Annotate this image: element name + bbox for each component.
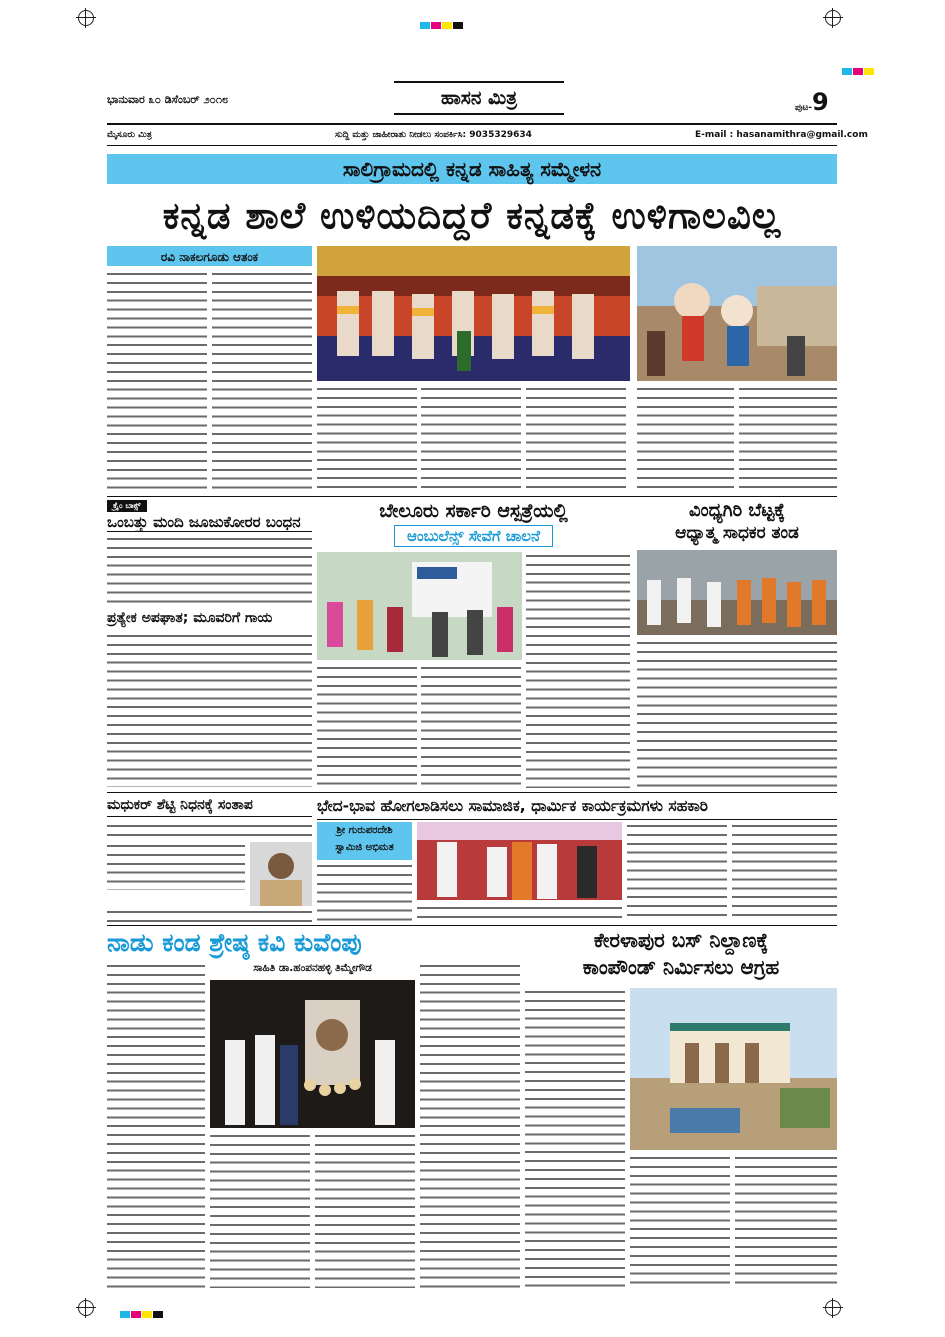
page-number-value: 9 — [811, 88, 829, 116]
page-number — [795, 88, 829, 116]
lead-body-col-2 — [212, 270, 312, 492]
lead-body-col-4 — [421, 385, 521, 492]
ambulance-body-2 — [317, 664, 417, 788]
bus-photo — [630, 988, 837, 1150]
bus-body-3 — [735, 1154, 837, 1288]
divider-1 — [107, 496, 837, 497]
programs-quote-2: ಸ್ವಾಮಿಜಿ ಅಭಿಮತ — [335, 842, 394, 853]
issue-date: ಭಾನುವಾರ ೩೦ ಡಿಸೆಂಬರ್ ೨೦೧೮ — [107, 93, 229, 106]
email: E-mail : hasanamithra@gmail.com — [695, 130, 868, 140]
condolence-body-2 — [107, 842, 245, 890]
condolence-body-1 — [107, 822, 312, 840]
contact-line: ಸುದ್ದಿ ಮತ್ತು ಜಾಹೀರಾತು ನೀಡಲು ಸಂಪರ್ಕಿಸಿ: 9035329634 — [335, 130, 532, 140]
lead-body-col-3 — [317, 385, 417, 492]
lead-photo-inauguration — [317, 246, 630, 381]
registration-mark-bottom-left — [78, 1300, 94, 1316]
vindhyagiri-body — [637, 639, 837, 788]
ambulance-subhead: ಆಂಬುಲೆನ್ಸ್ ಸೇವೆಗೆ ಚಾಲನೆ — [394, 525, 553, 547]
lead-headline: ಕನ್ನಡ ಶಾಲೆ ಉಳಿಯದಿದ್ದರೆ ಕನ್ನಡಕ್ಕೆ ಉಳಿಗಾಲವಿಲ್ಲ — [162, 194, 782, 237]
programs-headline: ಭೇದ-ಭಾವ ಹೋಗಲಾಡಿಸಲು ಸಾಮಾಜಿಕ, ಧಾರ್ಮಿಕ ಕಾರ್ಯಕ್ರಮಗಳು ಸಹಕಾರಿ — [317, 797, 837, 820]
bus-headline-1: ಕೇರಳಾಪುರ ಬಸ್ ನಿಲ್ದಾಣಕ್ಕೆ — [593, 928, 769, 952]
divider-2 — [107, 792, 837, 793]
condolence-portrait — [250, 842, 312, 906]
condolence-headline: ಮಧುಕರ್ ಶೆಟ್ಟಿ ನಿಧನಕ್ಕೆ ಸಂತಾಪ — [107, 797, 312, 817]
bus-body-1 — [525, 988, 625, 1288]
kuvempu-body-2 — [210, 1132, 310, 1288]
kuvempu-headline: ನಾಡು ಕಂಡ ಶ್ರೇಷ್ಠ ಕವಿ ಕುವೆಂಪು — [107, 928, 362, 957]
programs-body-4 — [732, 822, 837, 923]
crime-subhead: ಪ್ರತ್ಯೇಕ ಅಪಘಾತ; ಮೂವರಿಗೆ ಗಾಯ — [107, 610, 273, 626]
kuvempu-body-1 — [107, 962, 205, 1288]
condolence-portrait-art — [250, 842, 312, 906]
ambulance-body-1 — [526, 552, 630, 788]
bus-photo-art — [630, 988, 837, 1150]
crime-body-2 — [107, 632, 312, 787]
vindhyagiri-photo-art — [637, 550, 837, 635]
bus-body-2 — [630, 1154, 730, 1288]
header-rule — [107, 123, 837, 125]
lead-photo-procession-art — [637, 246, 837, 381]
color-bar-right — [842, 60, 875, 79]
ambulance-body-3 — [421, 664, 521, 788]
header-rule-bottom — [107, 145, 837, 146]
vindhyagiri-photo — [637, 550, 837, 635]
programs-body-2 — [417, 904, 622, 923]
kuvempu-photo-art — [210, 980, 415, 1128]
kuvempu-body-3 — [315, 1132, 415, 1288]
registration-mark-top-left — [78, 10, 94, 26]
lead-photo-inauguration-art — [317, 246, 630, 381]
masthead — [394, 81, 564, 115]
ambulance-headline: ಬೇಲೂರು ಸರ್ಕಾರಿ ಆಸ್ಪತ್ರೆಯಲ್ಲಿ — [379, 500, 568, 522]
ambulance-subhead-box — [317, 524, 630, 548]
vindhyagiri-subhead: ಆಧ್ಯಾತ್ಮ ಸಾಧಕರ ತಂಡ — [675, 523, 799, 543]
programs-body-1 — [317, 862, 412, 923]
lead-byline: ರವಿ ನಾಕಲಗೂಡು ಆತಂಕ — [160, 250, 259, 264]
vindhyagiri-headline: ವಿಂಧ್ಯಗಿರಿ ಬೆಟ್ಟಕ್ಕೆ — [689, 500, 785, 521]
programs-quote-1: ಶ್ರೀ ಗುರುಪರದೇಶಿ — [336, 825, 393, 836]
registration-mark-bottom-right — [825, 1300, 841, 1316]
lead-kicker: ಸಾಲಿಗ್ರಾಮದಲ್ಲಿ ಕನ್ನಡ ಸಾಹಿತ್ಯ ಸಮ್ಮೇಳನ — [342, 157, 602, 181]
registration-mark-top-right — [825, 10, 841, 26]
color-bar-top — [420, 14, 464, 33]
lead-body-col-1 — [107, 270, 207, 492]
divider-3 — [107, 925, 837, 926]
condolence-body-3 — [107, 908, 312, 923]
section-name: ಮೈಸೂರು ಮಿತ್ರ — [107, 130, 152, 140]
lead-kicker-bar — [107, 154, 837, 184]
programs-quote-box — [317, 822, 412, 860]
crime-headline: ಒಂಬತ್ತು ಮಂದಿ ಜೂಜುಕೋರರ ಬಂಧನ — [107, 513, 312, 532]
page-label: ಪುಟ- — [795, 103, 812, 113]
lead-photo-procession — [637, 246, 837, 381]
programs-photo-art — [417, 822, 622, 900]
lead-body-col-6 — [637, 385, 734, 492]
masthead-title: ಹಾಸನ ಮಿತ್ರ — [440, 87, 518, 109]
crime-tag: ಕ್ರೈಂ ಬಾಕ್ಸ್ — [107, 500, 147, 512]
lead-body-col-7 — [739, 385, 837, 492]
bus-headline-2: ಕಾಂಪೌಂಡ್ ನಿರ್ಮಿಸಲು ಆಗ್ರಹ — [582, 955, 780, 979]
kuvempu-body-4 — [420, 962, 520, 1288]
ambulance-photo-art — [317, 552, 522, 660]
programs-body-3 — [627, 822, 727, 923]
color-bar-bottom — [120, 1303, 164, 1322]
programs-photo — [417, 822, 622, 900]
lead-body-col-5 — [526, 385, 626, 492]
kuvempu-photo — [210, 980, 415, 1128]
crime-body-1 — [107, 535, 312, 607]
ambulance-photo — [317, 552, 522, 660]
lead-byline-bar — [107, 246, 312, 266]
crime-box — [107, 500, 312, 790]
kuvempu-subhead: ಸಾಹಿತಿ ಡಾ.ಹಂಪನಹಳ್ಳಿ ತಿಮ್ಮೇಗೌಡ — [253, 962, 372, 974]
